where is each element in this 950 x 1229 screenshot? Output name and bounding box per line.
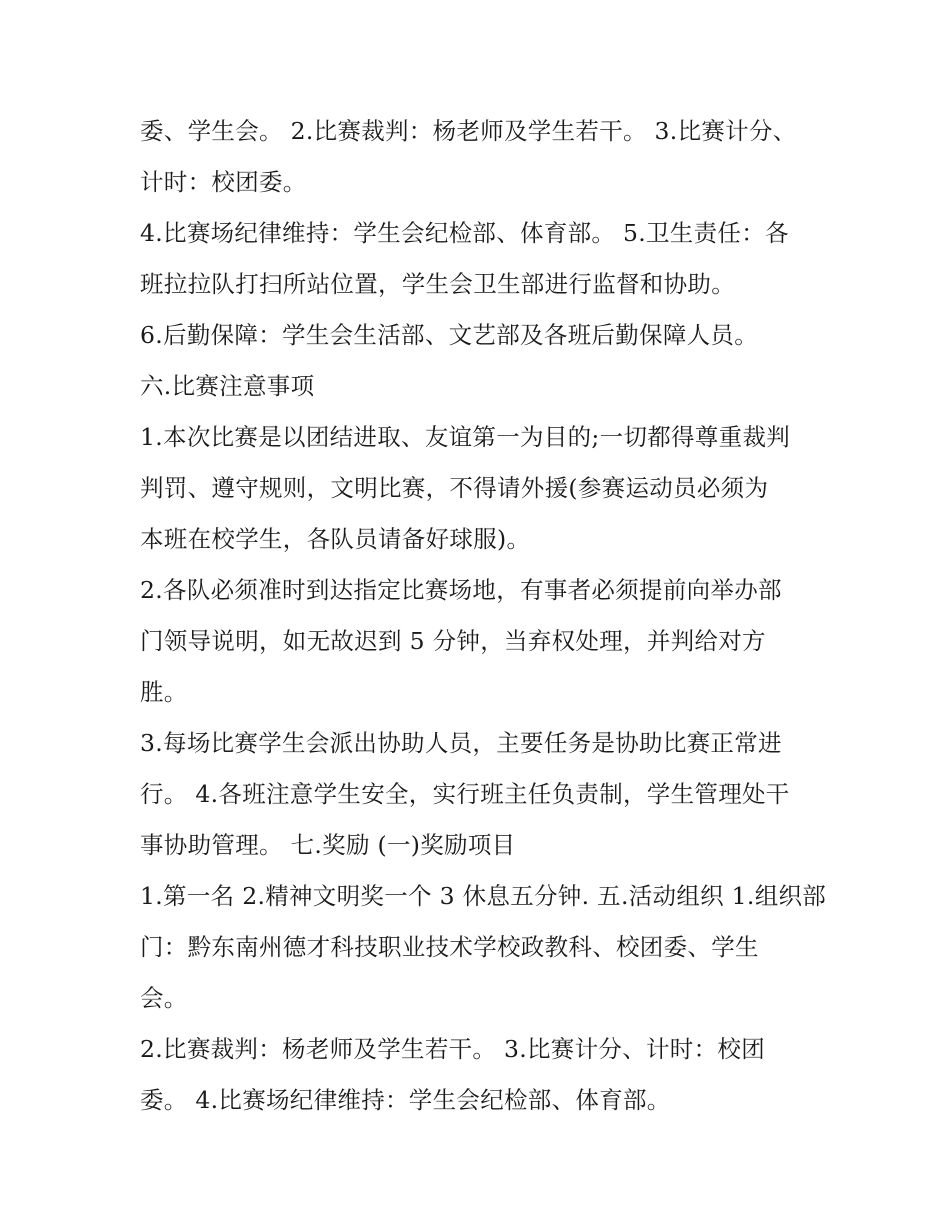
text-line: 本班在校学生，各队员请备好球服)。 bbox=[140, 525, 531, 553]
text-line: 1.第一名 2.精神文明奖一个 3 休息五分钟. 五.活动组织 1.组织部 bbox=[140, 882, 827, 910]
text-line: 2.比赛裁判：杨老师及学生若干。 3.比赛计分、计时：校团 bbox=[140, 1035, 766, 1063]
text-line: 门：黔东南州德才科技职业技术学校政教科、校团委、学生 bbox=[140, 933, 759, 961]
text-line: 6.后勤保障：学生会生活部、文艺部及各班后勤保障人员。 bbox=[140, 321, 759, 349]
text-line: 判罚、遵守规则，文明比赛，不得请外援(参赛运动员必须为 bbox=[140, 474, 769, 502]
text-line: 会。 bbox=[140, 984, 188, 1012]
text-line: 1.本次比赛是以团结进取、友谊第一为目的;一切都得尊重裁判 bbox=[140, 423, 791, 451]
text-line: 班拉拉队打扫所站位置，学生会卫生部进行监督和协助。 bbox=[140, 270, 735, 298]
document-body bbox=[140, 106, 827, 1126]
text-line: 胜。 bbox=[140, 678, 188, 706]
text-line: 委、学生会。 2.比赛裁判：杨老师及学生若干。 3.比赛计分、 bbox=[140, 117, 797, 145]
text-line: 2.各队必须准时到达指定比赛场地，有事者必须提前向举办部 bbox=[140, 576, 782, 604]
text-line: 事协助管理。 七.奖励 (一)奖励项目 bbox=[140, 831, 516, 859]
text-line: 3.每场比赛学生会派出协助人员，主要任务是协助比赛正常进 bbox=[140, 729, 782, 757]
section-heading: 六.比赛注意事项 bbox=[140, 372, 315, 400]
text-line: 门领导说明，如无故迟到 5 分钟，当弃权处理，并判给对方 bbox=[140, 627, 766, 655]
text-line: 行。 4.各班注意学生安全，实行班主任负责制，学生管理处干 bbox=[140, 780, 790, 808]
text-line: 委。 4.比赛场纪律维持：学生会纪检部、体育部。 bbox=[140, 1086, 671, 1114]
text-line: 4.比赛场纪律维持：学生会纪检部、体育部。 5.卫生责任：各 bbox=[140, 219, 789, 247]
text-line: 计时：校团委。 bbox=[140, 168, 307, 196]
